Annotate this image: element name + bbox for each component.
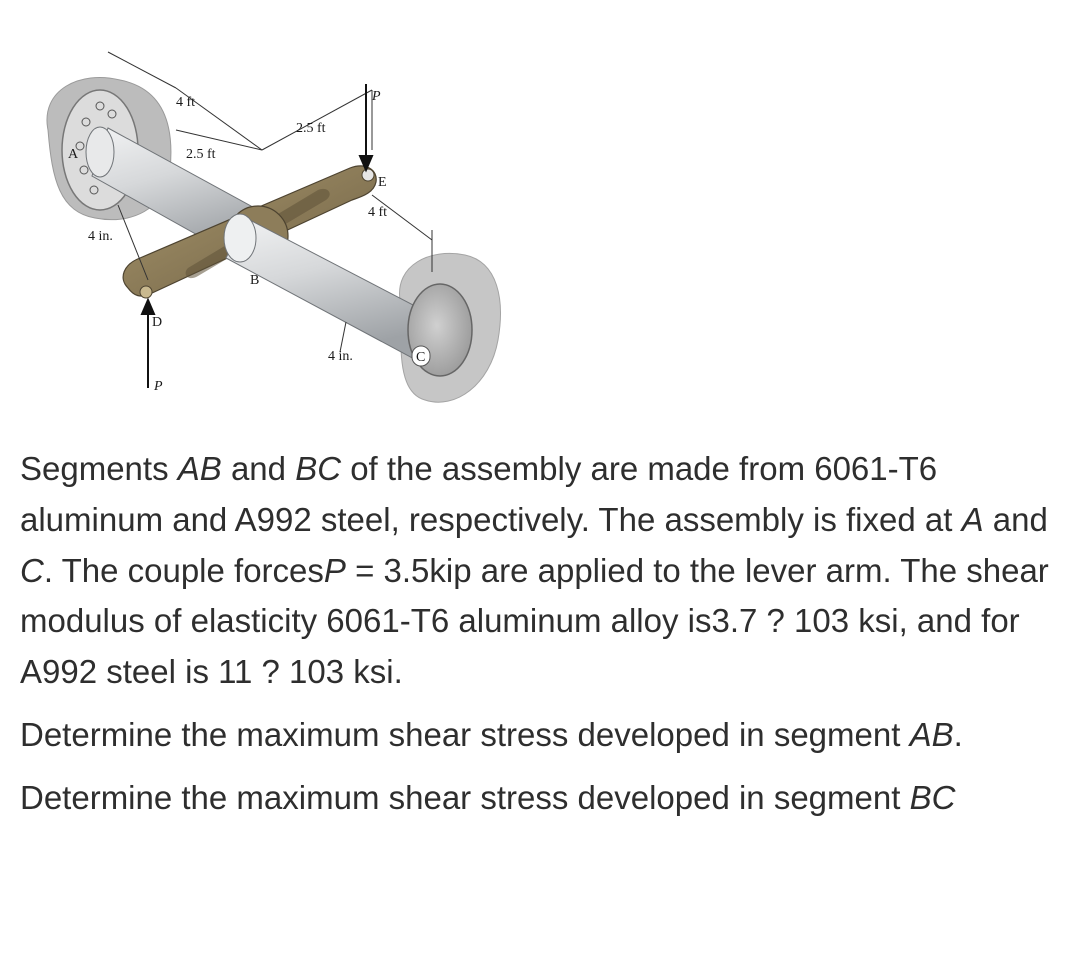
segment-bc-ref: BC <box>295 450 342 487</box>
statement-text-5: . The couple forces <box>43 551 324 589</box>
statement-text-3: of the assembly are made from 6061-T6 aluminum and A992 steel, respectively. The assembly is fixed at <box>20 450 962 538</box>
assembly-figure <box>0 0 520 420</box>
dim-diam-left: 4 in. <box>88 229 113 244</box>
statement-text-1: Segments <box>20 450 178 487</box>
problem-text <box>20 444 1070 824</box>
question-1-segment: AB <box>909 715 954 753</box>
shaft-b-face <box>224 214 256 262</box>
question-1-end: . <box>953 715 963 753</box>
force-p-ref: P <box>323 551 346 589</box>
point-e-pin <box>362 169 374 181</box>
label-d: D <box>152 315 163 330</box>
shaft-ab-end <box>86 127 114 177</box>
statement-text-2: and <box>221 450 296 487</box>
segment-ab-ref: AB <box>177 450 222 487</box>
point-d-pin <box>140 286 152 298</box>
label-p-bottom: P <box>154 379 163 394</box>
question-2 <box>20 773 1070 824</box>
dim-bc-4ft: 4 ft <box>368 205 388 220</box>
dim-ab-25ft: 2.5 ft <box>186 147 216 162</box>
dim-diam-right: 4 in. <box>328 349 353 364</box>
problem-statement <box>20 444 1070 698</box>
statement-text-4: and <box>983 500 1048 538</box>
dim-ab-4ft: 4 ft <box>176 95 196 110</box>
label-b: B <box>250 273 260 288</box>
label-c: C <box>416 350 426 365</box>
question-1 <box>20 710 1070 761</box>
force-p-bottom <box>142 300 154 388</box>
question-1-text: Determine the maximum shear stress developed in segment <box>20 715 910 753</box>
point-a-ref: A <box>961 500 984 538</box>
question-2-text: Determine the maximum shear stress developed in segment <box>20 778 910 816</box>
label-p-top: P <box>372 89 381 104</box>
dim-top-25ft: 2.5 ft <box>296 121 326 136</box>
question-2-segment: BC <box>909 778 956 816</box>
force-p-top <box>360 84 372 170</box>
label-a: A <box>68 147 79 162</box>
assembly-diagram <box>0 0 520 420</box>
statement-text-6: = 3.5kip are applied to the lever arm. The shear modulus of elasticity 6061-T6 aluminum alloy is3.7 ? 103 ksi, and for A992 steel is 11 ? 103 ksi. <box>20 551 1049 691</box>
label-e: E <box>378 175 387 190</box>
point-c-ref: C <box>20 551 44 589</box>
